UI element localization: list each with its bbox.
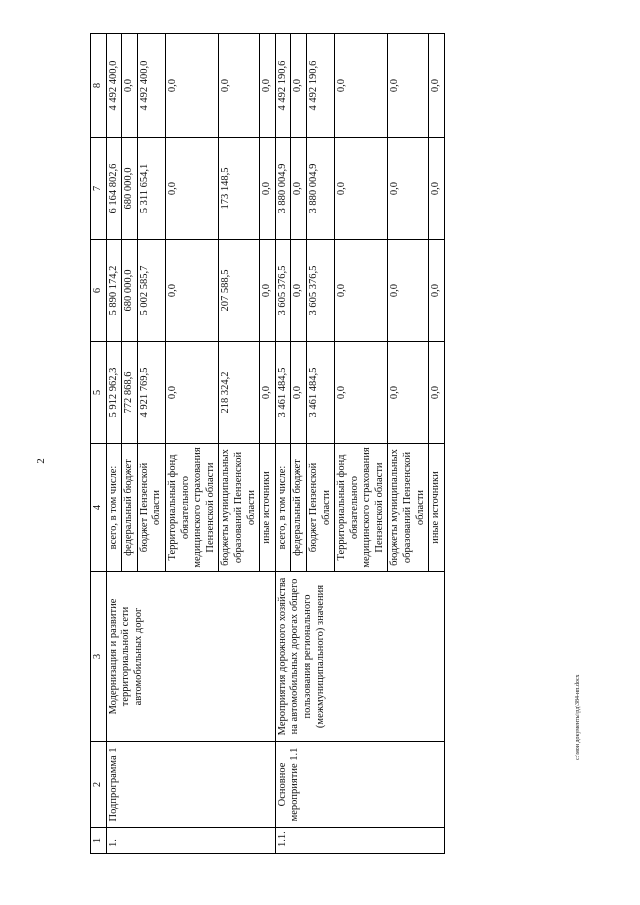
col-header: 4 [91,444,107,572]
amount-cell: 680 000,0 [122,138,138,240]
amount-cell: 3 605 376,5 [306,240,334,342]
program-title: Мероприятия дорожного хозяйства на автомобильных дорогах общего пользования регионального (межмуниципального) значения [275,572,444,742]
amount-cell: 0,0 [335,342,388,444]
amount-cell: 3 880 004,9 [306,138,334,240]
amount-cell: 0,0 [429,34,445,138]
funding-source: иные источники [429,444,445,572]
amount-cell: 0,0 [260,34,276,138]
col-header: 2 [91,742,107,828]
program-name: Основное мероприятие 1.1 [275,742,444,828]
amount-cell: 0,0 [260,240,276,342]
amount-cell: 0,0 [388,240,429,342]
amount-cell: 0,0 [291,138,307,240]
amount-cell: 0,0 [291,240,307,342]
amount-cell: 5 311 654,1 [137,138,165,240]
funding-table [90,33,445,854]
table-row [106,34,122,854]
col-header: 8 [91,34,107,138]
amount-cell: 0,0 [429,240,445,342]
amount-cell: 5 890 174,2 [106,240,122,342]
amount-cell: 4 492 400,0 [137,34,165,138]
amount-cell: 3 461 484,5 [306,342,334,444]
amount-cell: 0,0 [165,34,218,138]
amount-cell: 0,0 [429,138,445,240]
amount-cell: 0,0 [165,342,218,444]
amount-cell: 0,0 [335,240,388,342]
col-header: 7 [91,138,107,240]
funding-source: всего, в том числе: [106,444,122,572]
table-row [275,34,291,854]
amount-cell: 4 492 190,6 [306,34,334,138]
funding-source: бюджеты муниципальных образований Пензенской области [388,444,429,572]
col-header: 1 [91,828,107,854]
row-number: 1. [106,828,275,854]
col-header: 5 [91,342,107,444]
amount-cell: 207 588,5 [219,240,260,342]
amount-cell: 0,0 [388,34,429,138]
funding-source: бюджет Пензенской области [137,444,165,572]
program-name: Подпрограмма 1 [106,742,275,828]
row-number: 1.1. [275,828,444,854]
amount-cell: 4 492 400,0 [106,34,122,138]
amount-cell: 0,0 [388,342,429,444]
page-number: 2 [34,458,47,464]
funding-source: иные источники [260,444,276,572]
amount-cell: 4 492 190,6 [275,34,291,138]
funding-source: Территориальный фонд обязательного медицинского страхования Пензенской области [335,444,388,572]
col-header: 6 [91,240,107,342]
amount-cell: 0,0 [388,138,429,240]
funding-source: бюджеты муниципальных образований Пензенской области [219,444,260,572]
amount-cell: 0,0 [291,342,307,444]
amount-cell: 5 002 585,7 [137,240,165,342]
amount-cell: 0,0 [122,34,138,138]
amount-cell: 3 605 376,5 [275,240,291,342]
funding-source: федеральный бюджет [291,444,307,572]
amount-cell: 0,0 [219,34,260,138]
amount-cell: 680 000,0 [122,240,138,342]
amount-cell: 0,0 [165,240,218,342]
funding-source: Территориальный фонд обязательного медицинского страхования Пензенской области [165,444,218,572]
amount-cell: 3 461 484,5 [275,342,291,444]
amount-cell: 4 921 769,5 [137,342,165,444]
amount-cell: 0,0 [260,138,276,240]
funding-source: всего, в том числе: [275,444,291,572]
amount-cell: 772 868,6 [122,342,138,444]
amount-cell: 3 880 004,9 [275,138,291,240]
funding-source: федеральный бюджет [122,444,138,572]
rotated-page [90,34,600,854]
amount-cell: 0,0 [335,138,388,240]
amount-cell: 6 164 802,6 [106,138,122,240]
amount-cell: 0,0 [429,342,445,444]
funding-source: бюджет Пензенской области [306,444,334,572]
header-row [91,34,107,854]
amount-cell: 0,0 [291,34,307,138]
program-title: Модернизация и развитие территориальной сети автомобильных дорог [106,572,275,742]
col-header: 3 [91,572,107,742]
amount-cell: 5 912 962,3 [106,342,122,444]
amount-cell: 173 148,5 [219,138,260,240]
footer-file-path: c:\мои документы\рд\384-нп.docx [575,674,581,760]
amount-cell: 0,0 [260,342,276,444]
amount-cell: 0,0 [335,34,388,138]
amount-cell: 0,0 [165,138,218,240]
amount-cell: 218 324,2 [219,342,260,444]
